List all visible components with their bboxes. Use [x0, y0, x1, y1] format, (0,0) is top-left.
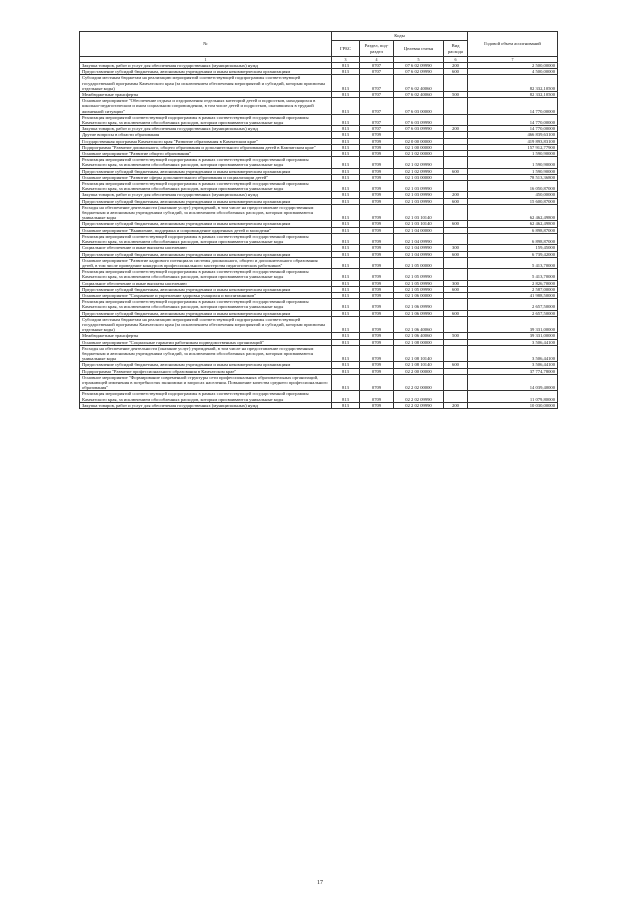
row-amount: 466 839,63100: [468, 132, 558, 138]
row-expense-type: [444, 316, 468, 333]
row-razdel: 0709: [360, 292, 394, 298]
row-name: Реализация мероприятий соответствующей подпрограммы в рамках соответствующей государственной программы Камчатского края, за исключением обособленных расходов, которым присваиваются уникальные коды: [80, 269, 332, 280]
row-razdel: 0709: [360, 286, 394, 292]
table-body: [80, 63, 558, 409]
row-target-article: 02 1 08 00000: [394, 339, 444, 345]
row-grbs: 813: [332, 157, 360, 168]
row-target-article: 02 2 00 00000: [394, 368, 444, 374]
row-amount: 2 657,50000: [468, 310, 558, 316]
row-target-article: 02 1 03 10140: [394, 204, 444, 221]
row-target-article: 02 1 03 10140: [394, 221, 444, 227]
table-header: [80, 32, 558, 63]
row-expense-type: [444, 75, 468, 92]
row-target-article: 02 1 08 10140: [394, 345, 444, 362]
row-expense-type: 600: [444, 168, 468, 174]
row-razdel: 0709: [360, 144, 394, 150]
row-razdel: 0709: [360, 132, 394, 138]
row-razdel: 0709: [360, 192, 394, 198]
row-expense-type: [444, 114, 468, 125]
row-amount: 2 500,00000: [468, 63, 558, 69]
budget-document: [79, 31, 557, 409]
table-row: [80, 98, 558, 115]
row-target-article: 02 1 08 10140: [394, 362, 444, 368]
table-row: [80, 316, 558, 333]
row-grbs: 813: [332, 402, 360, 408]
row-amount: 2 587,00000: [468, 286, 558, 292]
row-target-article: 02 1 06 00000: [394, 292, 444, 298]
row-target-article: 07 6 02 40060: [394, 92, 444, 98]
row-expense-type: 500: [444, 92, 468, 98]
table-row: [80, 233, 558, 244]
row-name: Социальное обеспечение и иные выплаты населению: [80, 245, 332, 251]
row-target-article: 02 1 04 00000: [394, 227, 444, 233]
row-name: Предоставление субсидий бюджетным, автономным учреждениям и иным некоммерческим организациям: [80, 221, 332, 227]
row-grbs: 813: [332, 374, 360, 391]
row-target-article: 02 1 02 09990: [394, 168, 444, 174]
row-name: Основное мероприятие "Формирование современной структуры сети профессиональных образовательных организаций, отражающей изменения в потребностях экономики и запросах населения. Повышение качества среднего профессионального образования": [80, 374, 332, 391]
row-grbs: 813: [332, 310, 360, 316]
row-razdel: 0709: [360, 257, 394, 268]
row-amount: 6 739,42000: [468, 251, 558, 257]
row-grbs: 813: [332, 368, 360, 374]
row-expense-type: 200: [444, 63, 468, 69]
row-razdel: 0709: [360, 198, 394, 204]
row-target-article: 02 2 02 09990: [394, 402, 444, 408]
row-amount: 39 331,00000: [468, 333, 558, 339]
row-target-article: 07 6 02 09990: [394, 69, 444, 75]
row-expense-type: [444, 345, 468, 362]
row-grbs: 813: [332, 227, 360, 233]
row-target-article: 07 6 03 09990: [394, 126, 444, 132]
row-name: Основное мероприятие "Выявление, поддержка и сопровождение одаренных детей и молодежи": [80, 227, 332, 233]
row-amount: 6 898,87000: [468, 227, 558, 233]
row-name: Основное мероприятие "Обеспечение отдыха и оздоровления отдельных категорий детей и подростков, находящихся в школьно-педагогическом и ином социальном сопровождении, в том числе детей и подростков, оказавшихся в трудной жизненной ситуации": [80, 98, 332, 115]
row-razdel: 0707: [360, 63, 394, 69]
row-target-article: 02 1 04 09990: [394, 245, 444, 251]
row-name: Закупка товаров, работ и услуг для обеспечения государственных (муниципальных) нужд: [80, 63, 332, 69]
row-grbs: 813: [332, 292, 360, 298]
row-razdel: 0709: [360, 227, 394, 233]
row-expense-type: [444, 299, 468, 310]
row-name: Расходы на обеспечение деятельности (оказание услуг) учреждений, в том числе на предоставление государственным бюджетным и автономным учреждениям субсидий, за исключением обособленных расходов, которым присваиваются уникальные коды: [80, 204, 332, 221]
row-target-article: 07 6 02 40060: [394, 75, 444, 92]
row-razdel: 0709: [360, 339, 394, 345]
row-expense-type: [444, 391, 468, 402]
row-grbs: 813: [332, 138, 360, 144]
row-amount: 14 770,00000: [468, 98, 558, 115]
row-amount: 1 590,90000: [468, 151, 558, 157]
row-expense-type: 500: [444, 333, 468, 339]
row-razdel: 0709: [360, 168, 394, 174]
row-razdel: 0707: [360, 126, 394, 132]
row-grbs: 813: [332, 233, 360, 244]
col-index-3: 3: [332, 57, 360, 63]
row-amount: 14 770,00000: [468, 114, 558, 125]
col-header-grbs: ГРБС: [332, 41, 360, 57]
row-expense-type: 300: [444, 280, 468, 286]
row-target-article: 02 1 06 40060: [394, 316, 444, 333]
row-name: Субсидии местным бюджетам на реализацию мероприятий соответствующей подпрограммы соответствующей государственной программы Камчатского края (за исключением обеспечения мероприятий и субсидий, которым присвоены отдельные коды): [80, 316, 332, 333]
row-expense-type: 600: [444, 286, 468, 292]
row-expense-type: [444, 98, 468, 115]
row-name: Закупка товаров, работ и услуг для обеспечения государственных (муниципальных) нужд: [80, 402, 332, 408]
row-amount: 15 600,87000: [468, 198, 558, 204]
row-amount: 11 079,80000: [468, 391, 558, 402]
row-target-article: 02 2 02 00000: [394, 374, 444, 391]
row-grbs: 813: [332, 198, 360, 204]
row-grbs: 813: [332, 132, 360, 138]
row-target-article: 02 1 03 09990: [394, 192, 444, 198]
row-amount: 6 898,87000: [468, 233, 558, 244]
row-grbs: 813: [332, 345, 360, 362]
row-amount: 2 657,50000: [468, 299, 558, 310]
table-row: [80, 374, 558, 391]
row-razdel: 0709: [360, 181, 394, 192]
row-name: Предоставление субсидий бюджетным, автономным учреждениям и иным некоммерческим организациям: [80, 69, 332, 75]
row-grbs: 813: [332, 280, 360, 286]
row-target-article: 02 1 03 09990: [394, 198, 444, 204]
table-row: [80, 181, 558, 192]
row-grbs: 813: [332, 168, 360, 174]
row-grbs: 813: [332, 269, 360, 280]
row-grbs: 813: [332, 339, 360, 345]
row-razdel: 0709: [360, 174, 394, 180]
row-grbs: 813: [332, 257, 360, 268]
row-amount: 37 774,78000: [468, 368, 558, 374]
row-name: Реализация мероприятий соответствующей подпрограммы в рамках соответствующей государственной программы Камчатского края, за исключением обособленных расходов, которым присваиваются уникальные коды: [80, 299, 332, 310]
col-header-vid: Вид расхода: [444, 41, 468, 57]
row-razdel: 0709: [360, 310, 394, 316]
row-razdel: 0709: [360, 316, 394, 333]
row-razdel: 0709: [360, 299, 394, 310]
table-row: [80, 391, 558, 402]
row-grbs: 813: [332, 126, 360, 132]
row-name: Предоставление субсидий бюджетным, автономным учреждениям и иным некоммерческим организациям: [80, 362, 332, 368]
row-target-article: 02 2 02 09990: [394, 391, 444, 402]
table-row: [80, 157, 558, 168]
col-index-5: 5: [394, 57, 444, 63]
row-target-article: 02 1 03 00000: [394, 174, 444, 180]
row-target-article: 02 1 02 00000: [394, 151, 444, 157]
row-amount: 3 506,44100: [468, 362, 558, 368]
row-amount: 3 506,44100: [468, 339, 558, 345]
col-header-volume: Годовой объем ассигнований: [468, 32, 558, 57]
row-target-article: 02 1 05 00000: [394, 257, 444, 268]
row-name: Основное мероприятие "Развитие общего образования": [80, 151, 332, 157]
row-name: Предоставление субсидий бюджетным, автономным учреждениям и иным некоммерческим организациям: [80, 310, 332, 316]
row-amount: 2 826,70000: [468, 280, 558, 286]
row-amount: 3 506,44100: [468, 345, 558, 362]
row-expense-type: [444, 181, 468, 192]
col-index-4: 4: [360, 57, 394, 63]
row-grbs: 813: [332, 299, 360, 310]
col-header-number: №: [80, 32, 332, 57]
row-amount: 62 462,49800: [468, 221, 558, 227]
row-name: Государственная программа Камчатского края "Развитие образования в Камчатском крае": [80, 138, 332, 144]
row-target-article: 02 1 06 09990: [394, 299, 444, 310]
row-name: Предоставление субсидий бюджетным, автономным учреждениям и иным некоммерческим организациям: [80, 251, 332, 257]
row-expense-type: 600: [444, 69, 468, 75]
col-header-razdel: Раздел, под-раздел: [360, 41, 394, 57]
row-razdel: 0709: [360, 333, 394, 339]
row-name: Социальное обеспечение и иные выплаты населению: [80, 280, 332, 286]
row-razdel: 0709: [360, 362, 394, 368]
row-expense-type: [444, 269, 468, 280]
row-amount: 14 039,40000: [468, 374, 558, 391]
row-grbs: 813: [332, 221, 360, 227]
row-grbs: 813: [332, 192, 360, 198]
row-target-article: 07 6 03 00000: [394, 98, 444, 115]
row-razdel: 0707: [360, 98, 394, 115]
row-expense-type: [444, 374, 468, 391]
row-razdel: 0709: [360, 157, 394, 168]
row-expense-type: 200: [444, 402, 468, 408]
row-amount: 16 050,87000: [468, 181, 558, 192]
row-amount: 10 030,00000: [468, 402, 558, 408]
row-name: Основное мероприятие "Сохранение и укрепление здоровья учащихся и воспитанников": [80, 292, 332, 298]
row-razdel: 0709: [360, 280, 394, 286]
col-index-7: 7: [468, 57, 558, 63]
row-target-article: 02 1 05 09990: [394, 286, 444, 292]
row-target-article: 07 6 02 09990: [394, 63, 444, 69]
row-expense-type: 200: [444, 126, 468, 132]
row-razdel: 0709: [360, 251, 394, 257]
row-grbs: 813: [332, 181, 360, 192]
row-target-article: 02 1 00 00000: [394, 144, 444, 150]
row-amount: 41 988,50000: [468, 292, 558, 298]
row-target-article: 02 1 02 09990: [394, 157, 444, 168]
row-amount: 5 413,70000: [468, 257, 558, 268]
row-amount: 157 912,77900: [468, 144, 558, 150]
row-grbs: 813: [332, 286, 360, 292]
row-expense-type: [444, 233, 468, 244]
row-expense-type: [444, 204, 468, 221]
table-row: [80, 75, 558, 92]
row-grbs: 813: [332, 333, 360, 339]
row-grbs: 813: [332, 204, 360, 221]
row-name: Межбюджетные трансферты: [80, 92, 332, 98]
col-header-codes: Коды: [332, 32, 468, 41]
row-grbs: 813: [332, 144, 360, 150]
row-target-article: 02 1 06 09990: [394, 310, 444, 316]
row-expense-type: 200: [444, 192, 468, 198]
row-amount: 62 462,49800: [468, 204, 558, 221]
row-grbs: 813: [332, 391, 360, 402]
table-row: [80, 257, 558, 268]
col-index-6: 6: [444, 57, 468, 63]
row-amount: 450,00000: [468, 192, 558, 198]
table-row: [80, 345, 558, 362]
col-index-1: 1: [80, 57, 332, 63]
row-target-article: 02 1 05 09990: [394, 269, 444, 280]
row-name: Другие вопросы в области образования: [80, 132, 332, 138]
row-razdel: 0709: [360, 345, 394, 362]
row-name: Предоставление субсидий бюджетным, автономным учреждениям и иным некоммерческим организациям: [80, 286, 332, 292]
row-target-article: 02 1 04 09990: [394, 233, 444, 244]
row-amount: 1 590,90000: [468, 168, 558, 174]
row-expense-type: 300: [444, 245, 468, 251]
col-header-csr: Целевая статья: [394, 41, 444, 57]
row-expense-type: 600: [444, 251, 468, 257]
row-name: Подпрограмма "Развитие профессионального образования в Камчатском крае": [80, 368, 332, 374]
row-amount: 159,45000: [468, 245, 558, 251]
row-razdel: 0709: [360, 402, 394, 408]
row-target-article: 02 1 03 09990: [394, 181, 444, 192]
row-amount: 82 332,10500: [468, 75, 558, 92]
row-razdel: 0709: [360, 269, 394, 280]
row-grbs: 813: [332, 69, 360, 75]
row-razdel: 0707: [360, 69, 394, 75]
row-amount: 78 513,36800: [468, 174, 558, 180]
row-name: Предоставление субсидий бюджетным, автономным учреждениям и иным некоммерческим организациям: [80, 168, 332, 174]
row-grbs: 813: [332, 75, 360, 92]
row-name: Реализация мероприятий соответствующей подпрограммы в рамках соответствующей государственной программы Камчатского края, за исключением обособленных расходов, которым присваиваются уникальные коды: [80, 233, 332, 244]
row-razdel: 0709: [360, 151, 394, 157]
row-razdel: 0709: [360, 221, 394, 227]
row-name: Реализация мероприятий соответствующей подпрограммы в рамках соответствующей государственной программы Камчатского края, за исключением обособленных расходов, которым присваиваются уникальные коды: [80, 114, 332, 125]
row-grbs: 813: [332, 316, 360, 333]
row-razdel: 0709: [360, 138, 394, 144]
row-amount: 14 770,00000: [468, 126, 558, 132]
row-grbs: 813: [332, 151, 360, 157]
row-expense-type: 600: [444, 198, 468, 204]
budget-table: [79, 31, 558, 409]
row-grbs: 813: [332, 114, 360, 125]
row-razdel: 0709: [360, 368, 394, 374]
row-name: Реализация мероприятий соответствующей подпрограммы в рамках соответствующей государственной программы Камчатского края, за исключением обособленных расходов, которым присваиваются уникальные коды: [80, 157, 332, 168]
table-row: [80, 204, 558, 221]
table-row: [80, 269, 558, 280]
row-razdel: 0709: [360, 374, 394, 391]
row-expense-type: 600: [444, 362, 468, 368]
row-target-article: 02 1 05 09990: [394, 280, 444, 286]
row-name: Основное мероприятие "Развитие кадрового потенциала системы дошкольного, общего и дополнительного образования детей, в том числе проведение конкурсов профессионального мастерства педагогических работников": [80, 257, 332, 268]
row-target-article: 02 1 06 40060: [394, 333, 444, 339]
row-amount: 5 413,70000: [468, 269, 558, 280]
row-name: Основное мероприятие "Развитие сферы дополнительного образования и социализации детей": [80, 174, 332, 180]
row-razdel: 0709: [360, 245, 394, 251]
row-razdel: 0707: [360, 114, 394, 125]
row-expense-type: [444, 157, 468, 168]
row-amount: 4 500,00000: [468, 69, 558, 75]
row-name: Реализация мероприятий соответствующей подпрограммы в рамках соответствующей государственной программы Камчатского края, за исключением обособленных расходов, которым присваиваются уникальные коды: [80, 181, 332, 192]
row-amount: 1 590,90000: [468, 157, 558, 168]
row-razdel: 0707: [360, 75, 394, 92]
row-amount: 39 331,00000: [468, 316, 558, 333]
row-target-article: 02 1 04 09990: [394, 251, 444, 257]
row-expense-type: 600: [444, 221, 468, 227]
row-expense-type: 600: [444, 310, 468, 316]
row-name: Реализация мероприятий соответствующей подпрограммы в рамках соответствующей государственной программы Камчатского края, за исключением обособленных расходов, которым присваиваются уникальные коды: [80, 391, 332, 402]
row-grbs: 813: [332, 92, 360, 98]
row-name: Подпрограмма "Развитие дошкольного, общего образования и дополнительного образования детей в Камчатском крае": [80, 144, 332, 150]
row-target-article: 02 0 00 00000: [394, 138, 444, 144]
row-name: Межбюджетные трансферты: [80, 333, 332, 339]
table-row: [80, 402, 558, 408]
row-razdel: 0709: [360, 391, 394, 402]
row-razdel: 0709: [360, 233, 394, 244]
row-razdel: 0707: [360, 92, 394, 98]
table-row: [80, 299, 558, 310]
row-grbs: 813: [332, 362, 360, 368]
row-amount: 82 332,10500: [468, 92, 558, 98]
row-expense-type: [444, 257, 468, 268]
table-row: [80, 114, 558, 125]
row-grbs: 813: [332, 245, 360, 251]
page-number: 17: [317, 880, 323, 886]
row-grbs: 813: [332, 98, 360, 115]
row-grbs: 813: [332, 63, 360, 69]
row-razdel: 0709: [360, 204, 394, 221]
row-amount: 419 893,83100: [468, 138, 558, 144]
row-name: Расходы на обеспечение деятельности (оказание услуг) учреждений, в том числе на предоставление государственным бюджетным и автономным учреждениям субсидий, за исключением обособленных расходов, которым присваиваются уникальные коды: [80, 345, 332, 362]
row-name: Закупка товаров, работ и услуг для обеспечения государственных (муниципальных) нужд: [80, 192, 332, 198]
row-target-article: 07 6 03 09990: [394, 114, 444, 125]
row-name: Субсидии местным бюджетам на реализацию мероприятий соответствующей подпрограммы соответствующей государственной программы Камчатского края (за исключением обеспечения мероприятий и субсидий, которым присвоены отдельные коды): [80, 75, 332, 92]
row-name: Основное мероприятие "Социальные гарантии работникам подведомственных организаций": [80, 339, 332, 345]
row-grbs: 813: [332, 174, 360, 180]
row-grbs: 813: [332, 251, 360, 257]
row-name: Закупка товаров, работ и услуг для обеспечения государственных (муниципальных) нужд: [80, 126, 332, 132]
row-name: Предоставление субсидий бюджетным, автономным учреждениям и иным некоммерческим организациям: [80, 198, 332, 204]
